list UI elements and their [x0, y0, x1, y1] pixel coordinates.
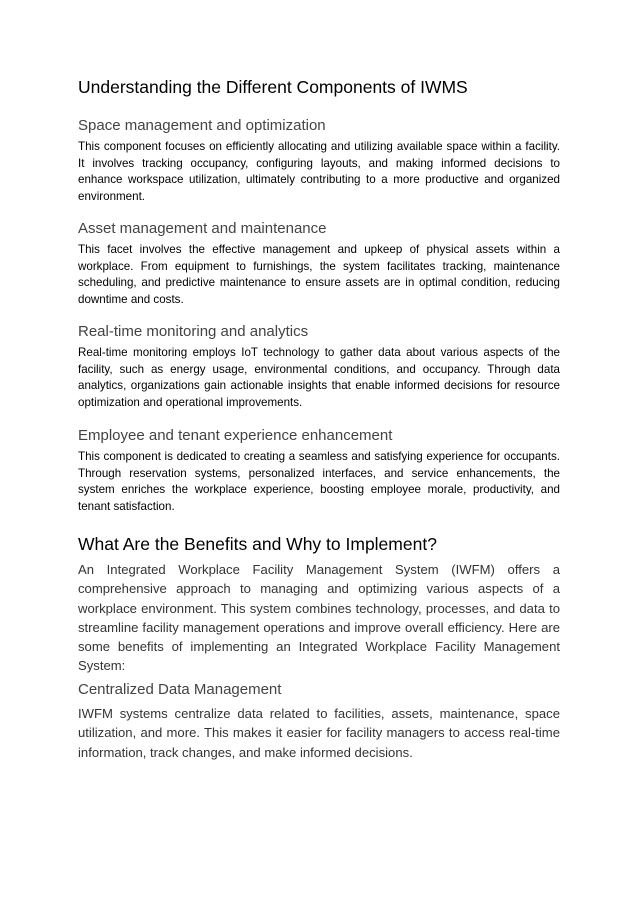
section-body-experience: This component is dedicated to creating a seamless and satisfying experience for occupants. Through reservation systems, personalized interfaces, and service enhancements, the system enriches the workplace experience, boosting employee morale, productivity, and tenant satisfaction. [78, 450, 560, 513]
benefits-title: What Are the Benefits and Why to Implement? [78, 534, 437, 554]
section-heading-space: Space management and optimization [78, 117, 326, 134]
section-body-centralized-data: IWFM systems centralize data related to facilities, assets, maintenance, space utilization, and more. This makes it easier for facility managers to access real-time information, track changes, and make informed decisions. [78, 706, 560, 760]
section-heading-centralized-data: Centralized Data Management [78, 681, 282, 698]
section-heading-asset: Asset management and maintenance [78, 220, 327, 237]
benefits-intro: An Integrated Workplace Facility Management System (IWFM) offers a comprehensive approach to managing and optimizing various aspects of a workplace environment. This system combines technology, processes, and data to streamline facility management operations and improve overall efficiency. Here are some benefits of implementing an Integrated Workplace Facility Management System: [78, 562, 560, 674]
section-body-monitoring: Real-time monitoring employs IoT technology to gather data about various aspects of the facility, such as energy usage, environmental conditions, and occupancy. Through data analytics, organizations gain actionable insights that enable informed decisions for resource optimization and operational improvements. [78, 346, 560, 409]
section-heading-monitoring: Real-time monitoring and analytics [78, 323, 309, 340]
section-body-space: This component focuses on efficiently allocating and utilizing available space within a facility. It involves tracking occupancy, configuring layouts, and making informed decisions to enhance workspace utilization, ultimately contributing to a more productive and organized environment. [78, 140, 560, 203]
section-heading-experience: Employee and tenant experience enhancement [78, 427, 393, 444]
section-body-asset: This facet involves the effective management and upkeep of physical assets within a workplace. From equipment to furnishings, the system facilitates tracking, maintenance scheduling, and predictive maintenance to ensure assets are in optimal condition, reducing downtime and costs. [78, 243, 560, 306]
page-title: Understanding the Different Components of IWMS [78, 77, 468, 97]
